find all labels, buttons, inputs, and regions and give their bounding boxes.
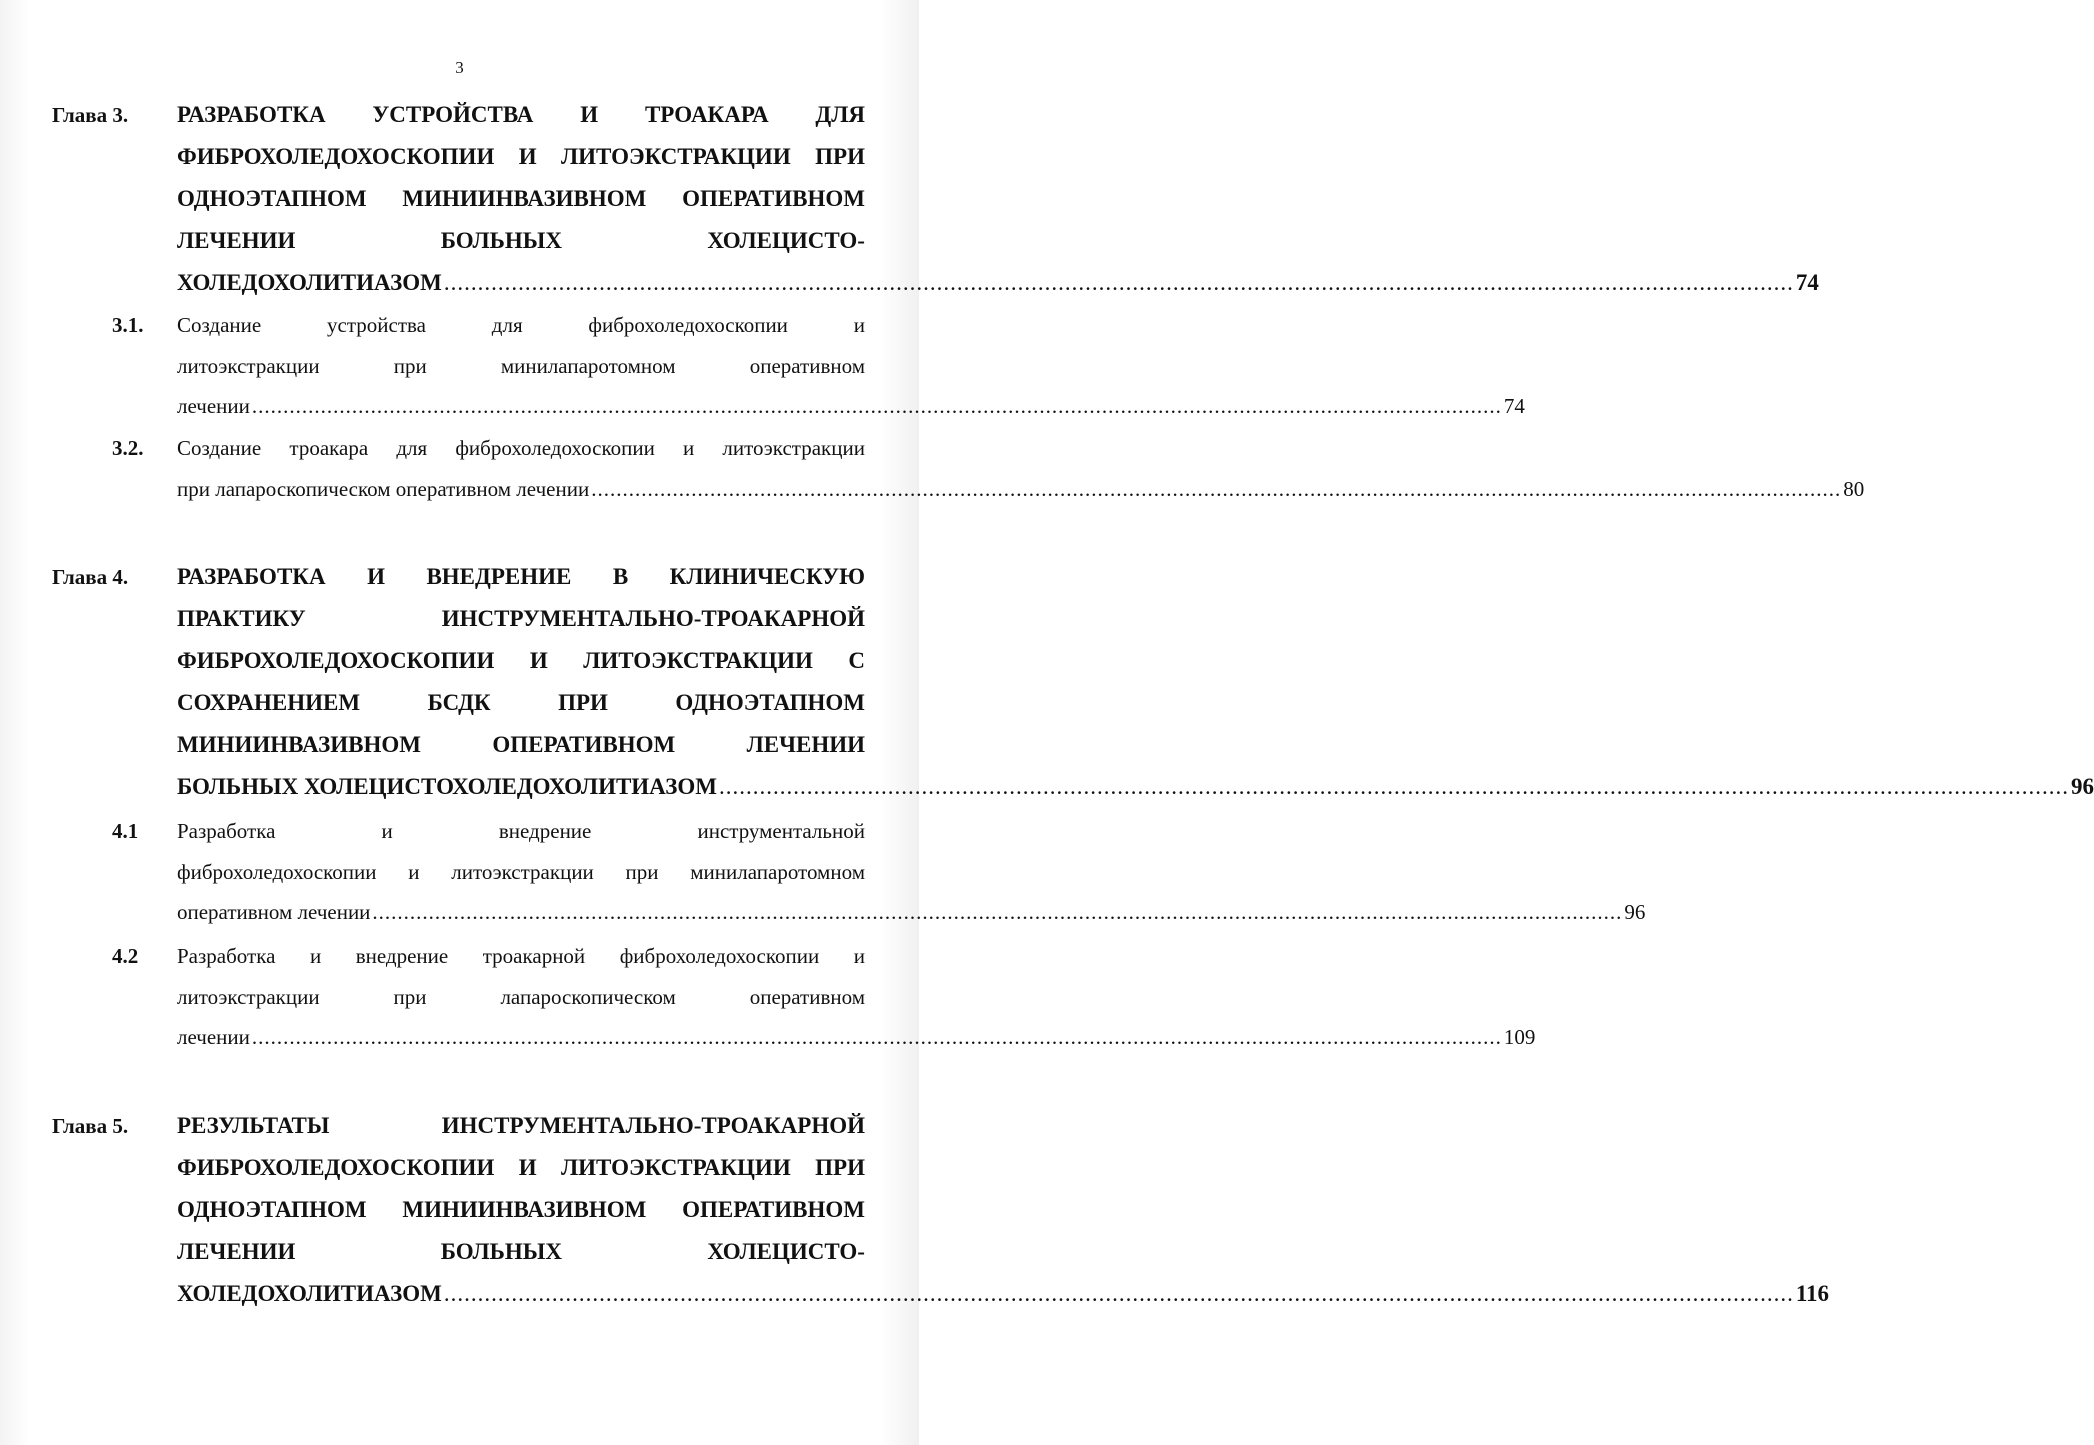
- title-word: Создание: [177, 313, 262, 337]
- title-word: РАЗРАБОТКА: [177, 564, 326, 589]
- section-number: 3.2.: [112, 436, 144, 460]
- title-word: ФИБРОХОЛЕДОХОСКОПИИ: [177, 144, 495, 169]
- title-last-text: ХОЛЕДОХОЛИТИАЗОМ: [177, 1281, 442, 1306]
- title-word: оперативном: [749, 353, 865, 378]
- title-word: устройства: [327, 313, 426, 337]
- section-title: [177, 811, 1646, 933]
- title-word: ТРОАКАРА: [644, 102, 769, 127]
- title-word: ЛИТОЭКСТРАКЦИИ: [561, 1155, 791, 1180]
- title-last-text: лечении: [177, 1025, 250, 1049]
- title-word: ОДНОЭТАПНОМ: [675, 690, 865, 715]
- chapter-title: [177, 94, 1819, 304]
- title-word: И: [367, 564, 385, 589]
- title-word: ОДНОЭТАПНОМ: [177, 1197, 367, 1222]
- chapter-number: Глава 4.: [52, 565, 129, 589]
- title-word: ФИБРОХОЛЕДОХОСКОПИИ: [177, 648, 495, 673]
- page-number: 3: [455, 58, 464, 77]
- dot-leader: ........................................................................................................................................................................................................: [372, 900, 1623, 924]
- title-line: [177, 346, 865, 387]
- title-line: [177, 428, 865, 469]
- title-line: [177, 1231, 865, 1273]
- title-line: [177, 640, 865, 682]
- title-word: и: [309, 944, 322, 968]
- page-ref: 96: [2070, 774, 2094, 799]
- title-last-line: [177, 892, 1646, 933]
- section-title: [177, 305, 1525, 427]
- title-word: литоэкстракции: [722, 436, 865, 460]
- section-number: 4.2: [112, 944, 139, 968]
- page-ref: 80: [1843, 476, 1865, 501]
- title-word: ПРИ: [558, 690, 608, 715]
- dot-leader: ........................................................................................................................................................................................................: [718, 774, 2069, 799]
- title-word: внедрение: [355, 944, 449, 968]
- title-word: ЛЕЧЕНИИ: [177, 1239, 296, 1264]
- title-word: для: [396, 436, 428, 460]
- title-word: МИНИИНВАЗИВНОМ: [402, 1197, 647, 1222]
- page-ref: 96: [1624, 900, 1646, 924]
- dot-leader: ........................................................................................................................................................................................................: [443, 1281, 1794, 1306]
- title-word: СОХРАНЕНИЕМ: [177, 690, 361, 715]
- title-word: ОПЕРАТИВНОМ: [492, 732, 676, 757]
- title-last-line: [177, 262, 1819, 304]
- title-word: и: [682, 436, 695, 460]
- title-word: ВНЕДРЕНИЕ: [426, 564, 572, 589]
- page-ref: 109: [1503, 1025, 1536, 1049]
- title-word: ДЛЯ: [815, 102, 865, 127]
- title-last-text: при лапароскопическом оперативном лечении: [177, 476, 590, 501]
- title-last-line: [177, 1273, 1830, 1315]
- title-word: С: [848, 648, 865, 673]
- title-word: ХОЛЕЦИСТО-: [707, 228, 865, 253]
- title-last-line: [177, 386, 1525, 427]
- title-word: при: [625, 859, 659, 884]
- title-word: троакарной: [482, 944, 586, 968]
- title-word: КЛИНИЧЕСКУЮ: [669, 564, 865, 589]
- title-word: ОДНОЭТАПНОМ: [177, 186, 367, 211]
- title-word: БОЛЬНЫХ: [440, 228, 562, 253]
- title-word: при: [393, 353, 427, 378]
- title-word: троакара: [289, 436, 369, 460]
- title-line: [177, 598, 865, 640]
- section-title: [177, 936, 1536, 1058]
- title-word: И: [518, 1155, 537, 1180]
- dot-leader: ........................................................................................................................................................................................................: [443, 270, 1794, 295]
- title-word: ПРАКТИКУ: [177, 606, 306, 631]
- chapter-number: Глава 3.: [52, 103, 129, 127]
- title-word: и: [381, 819, 393, 843]
- title-word: ПРИ: [815, 1155, 865, 1180]
- title-word: ЛИТОЭКСТРАКЦИИ: [561, 144, 791, 169]
- title-line: [177, 1105, 865, 1147]
- title-line: [177, 220, 865, 262]
- title-line: [177, 305, 865, 346]
- section-title: [177, 428, 1865, 509]
- title-line: [177, 724, 865, 766]
- title-word: ЛЕЧЕНИИ: [177, 228, 296, 253]
- title-word: при: [393, 984, 427, 1009]
- title-word: ЛИТОЭКСТРАКЦИИ: [583, 648, 813, 673]
- title-word: РАЗРАБОТКА: [177, 102, 326, 127]
- title-word: МИНИИНВАЗИВНОМ: [402, 186, 647, 211]
- title-word: лапароскопическом: [500, 984, 676, 1009]
- title-line: [177, 1147, 865, 1189]
- title-word: литоэкстракции: [177, 984, 320, 1009]
- title-last-line: [177, 1017, 1536, 1058]
- title-word: внедрение: [498, 819, 592, 843]
- title-word: литоэкстракции: [177, 353, 320, 378]
- title-word: ИНСТРУМЕНТАЛЬНО-ТРОАКАРНОЙ: [441, 606, 865, 631]
- title-word: УСТРОЙСТВА: [372, 102, 534, 127]
- title-last-text: лечении: [177, 394, 250, 418]
- title-last-line: [177, 766, 2094, 808]
- title-line: [177, 977, 865, 1018]
- title-word: фиброхоледохоскопии: [455, 436, 655, 460]
- title-line: [177, 936, 865, 977]
- title-last-text: БОЛЬНЫХ ХОЛЕЦИСТОХОЛЕДОХОЛИТИАЗОМ: [177, 774, 717, 799]
- chapter-title: [177, 556, 2094, 808]
- title-word: фиброхоледохоскопии: [619, 944, 820, 968]
- title-word: минилапаротомном: [690, 859, 865, 884]
- title-line: [177, 136, 865, 178]
- page-ref: 116: [1795, 1281, 1830, 1306]
- dot-leader: ........................................................................................................................................................................................................: [251, 394, 1502, 418]
- title-word: БСДК: [427, 690, 491, 715]
- page-ref: 74: [1503, 394, 1525, 418]
- title-word: В: [612, 564, 629, 589]
- page-ref: 74: [1795, 270, 1819, 295]
- chapter-title: [177, 1105, 1830, 1315]
- title-word: ЛЕЧЕНИИ: [746, 732, 865, 757]
- title-word: для: [491, 313, 523, 337]
- title-word: ПРИ: [815, 144, 865, 169]
- title-last-text: ХОЛЕДОХОЛИТИАЗОМ: [177, 270, 442, 295]
- title-word: инструментальной: [697, 819, 865, 843]
- title-line: [177, 852, 865, 893]
- title-last-line: [177, 469, 1865, 510]
- title-word: ИНСТРУМЕНТАЛЬНО-ТРОАКАРНОЙ: [441, 1113, 865, 1138]
- title-word: фиброхоледохоскопии: [588, 313, 788, 337]
- title-word: ОПЕРАТИВНОМ: [682, 186, 865, 211]
- title-word: И: [529, 648, 548, 673]
- title-word: фиброхоледохоскопии: [177, 859, 377, 884]
- title-word: и: [853, 313, 865, 337]
- title-line: [177, 556, 865, 598]
- title-line: [177, 1189, 865, 1231]
- title-word: оперативном: [749, 984, 865, 1009]
- title-word: и: [853, 944, 865, 968]
- title-word: ХОЛЕЦИСТО-: [707, 1239, 865, 1264]
- dot-leader: ........................................................................................................................................................................................................: [591, 476, 1842, 501]
- title-line: [177, 94, 865, 136]
- title-line: [177, 178, 865, 220]
- title-word: литоэкстракции: [451, 859, 594, 884]
- title-word: ФИБРОХОЛЕДОХОСКОПИИ: [177, 1155, 495, 1180]
- title-word: минилапаротомном: [500, 353, 676, 378]
- title-word: ОПЕРАТИВНОМ: [682, 1197, 865, 1222]
- title-word: МИНИИНВАЗИВНОМ: [177, 732, 421, 757]
- title-word: Разработка: [177, 819, 276, 843]
- chapter-number: Глава 5.: [52, 1114, 129, 1138]
- title-word: Создание: [177, 436, 262, 460]
- section-number: 3.1.: [112, 313, 144, 337]
- title-word: И: [580, 102, 599, 127]
- title-line: [177, 811, 865, 852]
- title-line: [177, 682, 865, 724]
- section-number: 4.1: [112, 819, 139, 843]
- title-last-text: оперативном лечении: [177, 900, 371, 924]
- title-word: БОЛЬНЫХ: [440, 1239, 562, 1264]
- dot-leader: ........................................................................................................................................................................................................: [251, 1025, 1502, 1049]
- title-word: И: [518, 144, 537, 169]
- title-word: РЕЗУЛЬТАТЫ: [177, 1113, 330, 1138]
- title-word: Разработка: [177, 944, 276, 968]
- title-word: и: [408, 859, 420, 884]
